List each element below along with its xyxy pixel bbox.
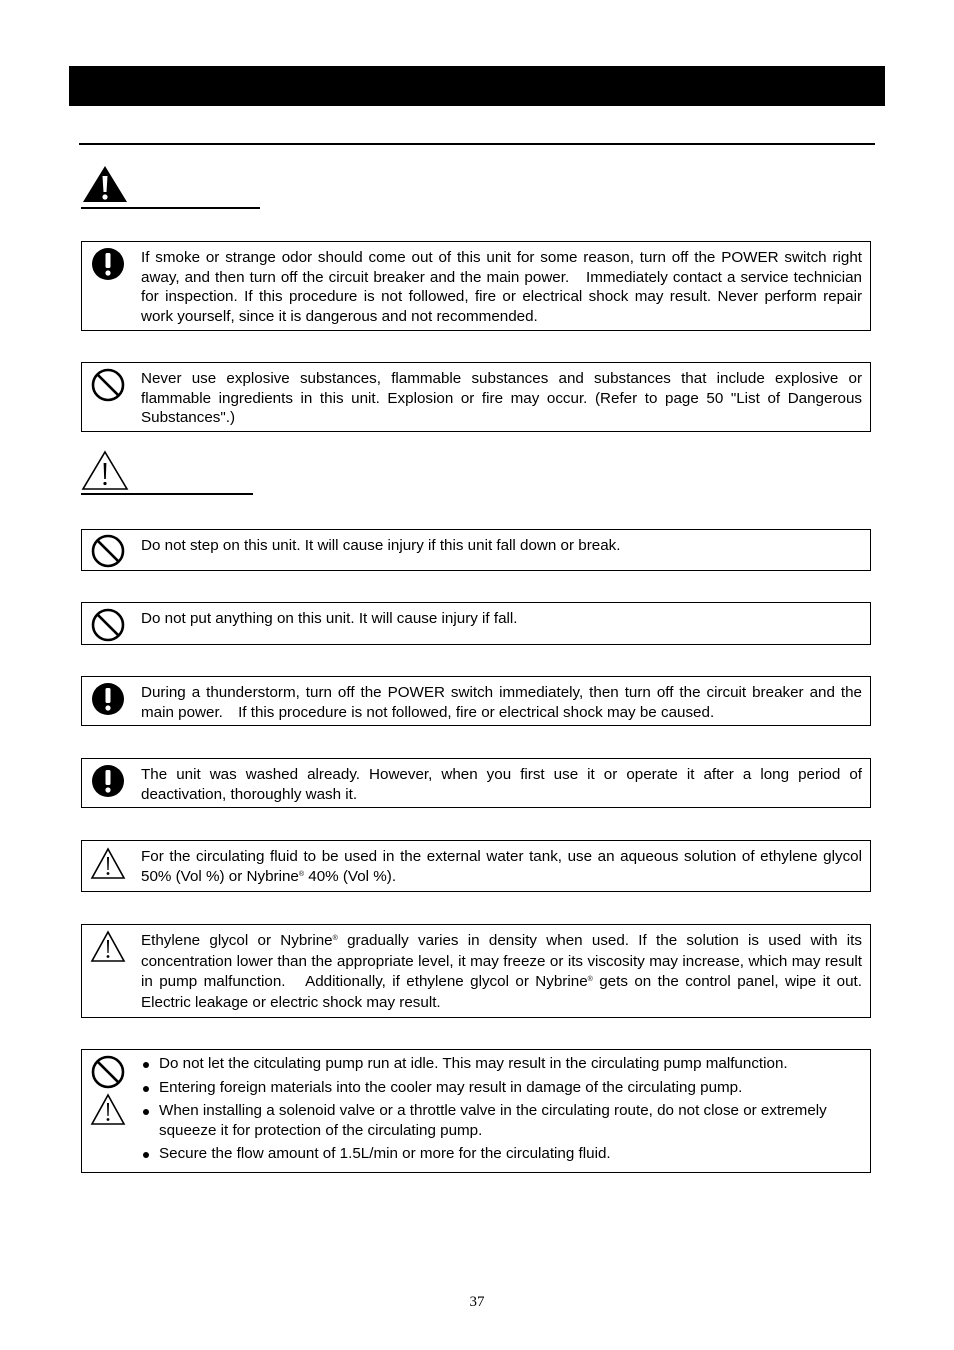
mandatory-action-icon xyxy=(90,763,126,799)
header-bar xyxy=(69,66,885,106)
mandatory-action-icon xyxy=(90,246,126,282)
section-rule xyxy=(79,143,875,145)
bullet-list xyxy=(141,1054,862,1164)
prohibition-icon xyxy=(90,367,126,403)
caution-text: The unit was washed already. However, when you first use it or operate it after a long period of deactivation, thoroughly wash it. xyxy=(141,766,862,803)
caution-icon xyxy=(90,929,126,965)
caution-text: Ethylene glycol or Nybrine® gradually varies in density when used. If the solution is used with its concentration lower than the appropriate level, it may freeze or its viscosity may increase, which may result in pump malfunction. Additionally, if ethylene glycol or Nybrine® gets on the control panel, wipe it out. Electric leakage or electric shock may result. xyxy=(141,932,862,1011)
pump-notes xyxy=(141,1054,862,1168)
page-number: 37 xyxy=(469,1294,485,1310)
caution-text: Do not step on this unit. It will cause injury if this unit fall down or break. xyxy=(141,537,621,554)
caution-box-density xyxy=(81,924,871,1018)
caution-box-step xyxy=(81,529,871,571)
caution-icon xyxy=(90,846,126,882)
list-item: When installing a solenoid valve or a throttle valve in the circulating route, do not close or extremely squeeze it for protection of the circulating pump. xyxy=(141,1101,862,1140)
list-item: Entering foreign materials into the cooler may result in damage of the circulating pump. xyxy=(141,1078,862,1098)
list-item: Do not let the citculating pump run at idle. This may result in the circulating pump malfunction. xyxy=(141,1054,862,1074)
caution-box-thunderstorm xyxy=(81,676,871,726)
mandatory-action-icon xyxy=(90,681,126,717)
prohibition-icon xyxy=(90,607,126,643)
caution-heading-underline xyxy=(81,493,253,495)
warning-text: If smoke or strange odor should come out of this unit for some reason, turn off the POWER switch right away, and then turn off the circuit breaker and the main power. Immediately contact a service technician for inspection. If this procedure is not followed, fire or electrical shock may result. Never perform repair work yourself, since it is dangerous and not recommended. xyxy=(141,249,862,325)
caution-box-fluid xyxy=(81,840,871,892)
warning-triangle-icon xyxy=(81,164,129,204)
caution-text: For the circulating fluid to be used in the external water tank, use an aqueous solution of ethylene glycol 50% (Vol %) or Nybrine® 40% (Vol %). xyxy=(141,848,862,885)
caution-box-wash xyxy=(81,758,871,808)
prohibition-icon xyxy=(90,533,126,569)
warning-box-explosive xyxy=(81,362,871,432)
caution-box-put xyxy=(81,602,871,645)
prohibition-icon xyxy=(90,1054,126,1090)
caution-box-pump xyxy=(81,1049,871,1173)
warning-heading-underline xyxy=(81,207,260,209)
caution-text: During a thunderstorm, turn off the POWER switch immediately, then turn off the circuit breaker and the main power. If this procedure is not followed, fire or electrical shock may be caused. xyxy=(141,684,862,721)
caution-triangle-icon xyxy=(81,450,129,492)
warning-box-smoke xyxy=(81,241,871,331)
caution-icon xyxy=(90,1092,126,1128)
warning-text: Never use explosive substances, flammable substances and substances that include explosive or flammable ingredients in this unit. Explosion or fire may occur. (Refer to page 50 "List of Dangerous Substances".) xyxy=(141,370,862,427)
caution-text: Do not put anything on this unit. It will cause injury if fall. xyxy=(141,610,518,627)
list-item: Secure the flow amount of 1.5L/min or more for the circulating fluid. xyxy=(141,1144,862,1164)
